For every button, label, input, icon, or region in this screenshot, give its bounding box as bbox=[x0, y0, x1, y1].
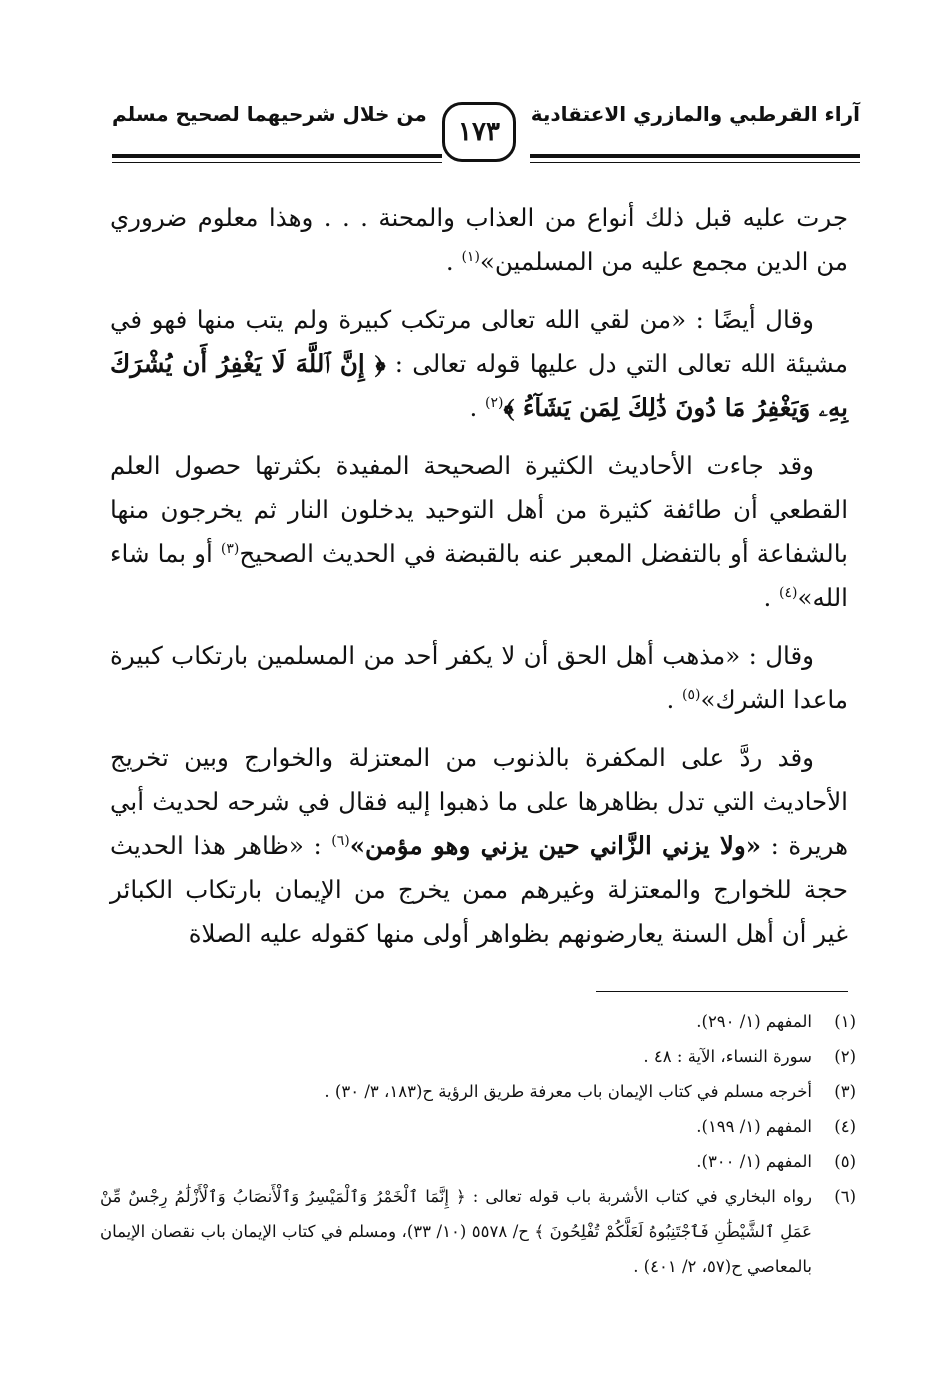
paragraph bbox=[110, 298, 848, 430]
footnote bbox=[100, 1039, 856, 1074]
footnote-number: (١) bbox=[834, 1012, 856, 1031]
footnote bbox=[100, 1179, 856, 1284]
paragraph bbox=[110, 444, 848, 620]
page-number: ١٧٣ bbox=[442, 102, 516, 162]
footnote-marker: (٦) bbox=[331, 832, 350, 849]
footnote bbox=[100, 1109, 856, 1144]
footnote-number: (٤) bbox=[834, 1117, 856, 1136]
text-run: جرت عليه قبل ذلك أنواع من العذاب والمحنة . . . وهذا معلوم ضروري من الدين مجمع عليه من المسلمين» bbox=[110, 203, 848, 276]
header-book-subtitle: من خلال شرحيهما لصحيح مسلم bbox=[112, 102, 427, 126]
footnote-marker: (٤) bbox=[779, 584, 798, 601]
text-run: وقال أيضًا : «من لقي الله تعالى مرتكب كبيرة ولم يتب منها فهو في مشيئة الله تعالى التي دل عليها قوله تعالى : bbox=[110, 305, 848, 378]
footnote-text: المفهم (١/ ١٩٩). bbox=[696, 1117, 812, 1136]
footnote-marker: (٣) bbox=[220, 540, 240, 557]
header-thin-rule-left bbox=[112, 162, 442, 163]
header-rule-right bbox=[530, 154, 860, 158]
text-run: . bbox=[763, 583, 780, 612]
text-run: : «ظاهر هذا الحديث حجة للخوارج والمعتزلة وغيرهم ممن يخرج من الإيمان بارتكاب الكبائر غير أن أهل السنة يعارضونهم بظواهر أولى منها كقوله عليه الصلاة bbox=[110, 831, 848, 948]
footnote-number: (٢) bbox=[834, 1047, 856, 1066]
footnote-text: المفهم (١/ ٣٠٠). bbox=[696, 1152, 812, 1171]
footnote-marker: (٥) bbox=[682, 686, 701, 703]
text-run: وقال : «مذهب أهل الحق أن لا يكفر أحد من المسلمين بارتكاب كبيرة ماعدا الشرك» bbox=[110, 641, 848, 714]
text-run: أو بما شاء الله» bbox=[110, 539, 848, 612]
footnote-text: سورة النساء، الآية : ٤٨ . bbox=[643, 1047, 812, 1066]
text-run: وقد ردَّ على المكفرة بالذنوب من المعتزلة والخوارج وبين تخريج الأحاديث التي تدل بظاهرها على ما ذهبوا إليه فقال في شرحه لحديث أبي هريرة : bbox=[110, 743, 848, 860]
footnote bbox=[100, 1144, 856, 1179]
header-thin-rule-right bbox=[530, 162, 860, 163]
footnote-separator bbox=[596, 991, 848, 992]
header-rule-left bbox=[112, 154, 442, 158]
footnote-number: (٦) bbox=[834, 1187, 856, 1206]
header-book-title: آراء القرطبي والمازري الاعتقادية bbox=[530, 102, 860, 126]
footnote-marker: (٢) bbox=[485, 394, 504, 411]
footnote-text: أخرجه مسلم في كتاب الإيمان باب معرفة طريق الرؤية ح(١٨٣، ٣/ ٣٠) . bbox=[324, 1082, 812, 1101]
main-text bbox=[110, 196, 848, 970]
footnote-text: رواه البخاري في كتاب الأشربة باب قوله تعالى : ﴿ إِنَّمَا ٱلْخَمْرُ وَٱلْمَيْسِرُ وَٱلْأَنصَابُ وَٱلْأَزْلَٰمُ رِجْسٌ مِّنْ عَمَلِ ٱلشَّيْطَٰنِ فَٱجْتَنِبُوهُ لَعَلَّكُمْ تُفْلِحُونَ ﴾ ح/ ٥٥٧٨ (١٠/ ٣٣)، ومسلم في كتاب الإيمان باب نقصان الإيمان بالمعاصي ح(٥٧، ٢/ ٤٠١) . bbox=[100, 1187, 812, 1276]
footnote-number: (٥) bbox=[834, 1152, 856, 1171]
text-run: . bbox=[445, 247, 462, 276]
paragraph bbox=[110, 634, 848, 722]
running-header bbox=[100, 86, 860, 176]
paragraph bbox=[110, 736, 848, 956]
quoted-text: ﴿ إِنَّ ٱللَّهَ لَا يَغْفِرُ أَن يُشْرَكَ بِهِۦ وَيَغْفِرُ مَا دُونَ ذَٰلِكَ لِمَن يَشَآءُ ﴾ bbox=[110, 349, 848, 422]
footnote-text: المفهم (١/ ٢٩٠). bbox=[696, 1012, 812, 1031]
paragraph bbox=[110, 196, 848, 284]
text-run: وقد جاءت الأحاديث الكثيرة الصحيحة المفيدة بكثرتها حصول العلم القطعي أن طائفة كثيرة من أهل التوحيد يدخلون النار ثم يخرجون منها بالشفاعة أو بالتفضل المعبر عنه بالقبضة في الحديث الصحيح bbox=[110, 451, 848, 568]
quoted-text: «ولا يزني الزَّاني حين يزني وهو مؤمن» bbox=[349, 831, 762, 860]
footnote bbox=[100, 1004, 856, 1039]
footnote-marker: (١) bbox=[461, 248, 480, 265]
text-run: . bbox=[666, 685, 683, 714]
footnotes bbox=[100, 1004, 856, 1284]
footnote-number: (٣) bbox=[834, 1082, 856, 1101]
footnote bbox=[100, 1074, 856, 1109]
text-run: . bbox=[469, 393, 486, 422]
